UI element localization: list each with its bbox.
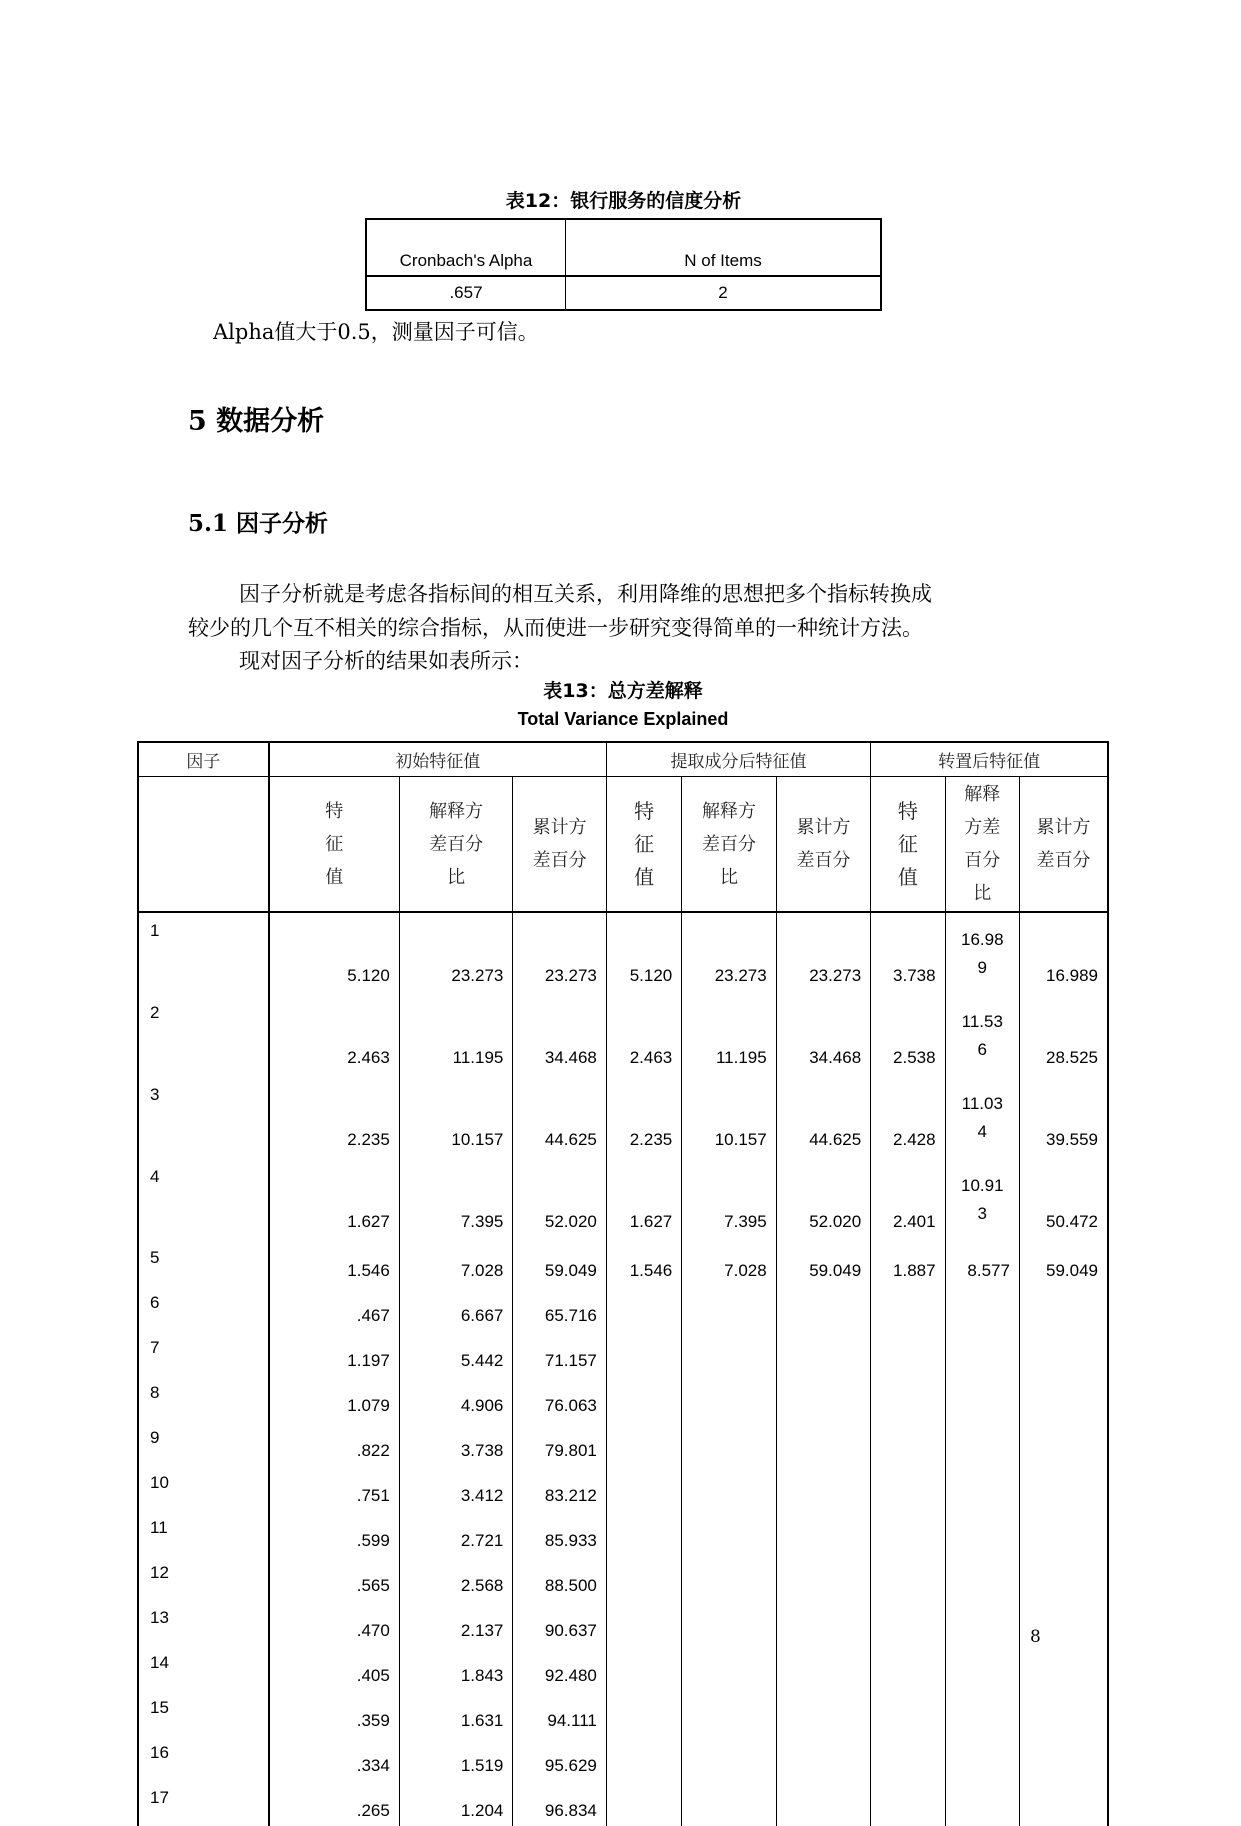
table-cell: 5.442 (399, 1331, 513, 1376)
factor-number: 2 (150, 1003, 160, 1022)
header-n-of-items: N of Items (566, 219, 882, 276)
table-cell: 92.480 (513, 1646, 606, 1691)
table-row (138, 1736, 1108, 1781)
table-cell (682, 1511, 776, 1556)
subheader-variance-pct: 解释方 差百分 比 (399, 777, 513, 913)
header-factor-blank (138, 777, 269, 913)
table-row (138, 1376, 1108, 1421)
table-cell: 10.91 3 (945, 1159, 1019, 1241)
value-n-of-items: 2 (718, 283, 728, 302)
table-cell: 34.468 (513, 995, 606, 1077)
subheader-cumulative-pct: 累计方 差百分 (513, 777, 606, 913)
table-cell (682, 1736, 776, 1781)
table-cell (776, 1556, 871, 1601)
factor-number: 5 (150, 1248, 160, 1267)
table-cell (945, 1331, 1019, 1376)
table-cell: 3.738 (399, 1421, 513, 1466)
reliability-table (365, 218, 882, 311)
table-row (138, 912, 1108, 995)
table-cell: 90.637 (513, 1601, 606, 1646)
table12-caption: 表12：银行服务的信度分析 (505, 190, 742, 212)
table-cell (606, 1781, 681, 1826)
table-cell: 2.568 (399, 1556, 513, 1601)
factor-number: 14 (150, 1653, 169, 1672)
table-cell: 34.468 (776, 995, 871, 1077)
table-cell (945, 1511, 1019, 1556)
table-cell: 2.235 (606, 1077, 681, 1159)
factor-number: 12 (150, 1563, 169, 1582)
table-cell (606, 1286, 681, 1331)
table-cell: 52.020 (513, 1159, 606, 1241)
table13-caption: 表13：总方差解释 (543, 680, 703, 702)
table-cell: 16.989 (1019, 912, 1108, 995)
factor-number: 10 (150, 1473, 169, 1492)
table-cell (871, 1691, 945, 1736)
table-cell (871, 1331, 945, 1376)
table-cell: 10.157 (682, 1077, 776, 1159)
table-cell (682, 1556, 776, 1601)
table-row (138, 1421, 1108, 1466)
table-cell (1019, 1331, 1108, 1376)
table-cell: .599 (269, 1511, 400, 1556)
table-cell (606, 1511, 681, 1556)
table-cell (1019, 1556, 1108, 1601)
paragraph-line-3: 现对因子分析的结果如表所示： (239, 649, 533, 673)
table-cell (871, 1286, 945, 1331)
table-cell (776, 1646, 871, 1691)
table-row (138, 1601, 1108, 1646)
table-cell: .467 (269, 1286, 400, 1331)
table-cell (606, 1376, 681, 1421)
alpha-conclusion: Alpha值大于0.5，测量因子可信。 (213, 320, 539, 344)
factor-number: 9 (150, 1428, 160, 1447)
table-cell (945, 1781, 1019, 1826)
table-cell: 23.273 (776, 912, 871, 995)
table-cell (606, 1466, 681, 1511)
table-cell: 44.625 (513, 1077, 606, 1159)
table13-body (138, 912, 1108, 1826)
table-cell (776, 1421, 871, 1466)
table-cell: 2.428 (871, 1077, 945, 1159)
table-row (138, 1159, 1108, 1241)
table-cell: 59.049 (776, 1241, 871, 1286)
table-cell: 1.197 (269, 1331, 400, 1376)
subheader-cumulative-pct: 累计方 差百分 (1019, 777, 1108, 913)
table-cell: 6.667 (399, 1286, 513, 1331)
table-row (138, 995, 1108, 1077)
table-cell: 2.721 (399, 1511, 513, 1556)
table-cell: 1.843 (399, 1646, 513, 1691)
table-cell: 44.625 (776, 1077, 871, 1159)
table-cell (682, 1601, 776, 1646)
table-cell: 3.738 (871, 912, 945, 995)
table-cell: 59.049 (1019, 1241, 1108, 1286)
table-cell (682, 1466, 776, 1511)
table-cell (945, 1421, 1019, 1466)
table-cell: 11.03 4 (945, 1077, 1019, 1159)
table-cell (945, 1466, 1019, 1511)
table-cell (776, 1376, 871, 1421)
table-cell: 7.395 (399, 1159, 513, 1241)
table-cell (945, 1556, 1019, 1601)
table-cell (606, 1736, 681, 1781)
table-cell (682, 1331, 776, 1376)
table-row (138, 1646, 1108, 1691)
table-cell (776, 1286, 871, 1331)
table-cell: 1.204 (399, 1781, 513, 1826)
table-cell (606, 1421, 681, 1466)
table-cell (1019, 1646, 1108, 1691)
table-row (138, 1691, 1108, 1736)
table-cell (776, 1691, 871, 1736)
table-cell (871, 1376, 945, 1421)
table-cell: 4.906 (399, 1376, 513, 1421)
table-cell: 88.500 (513, 1556, 606, 1601)
table-cell: .405 (269, 1646, 400, 1691)
table-cell: 2.137 (399, 1601, 513, 1646)
table-cell: 23.273 (513, 912, 606, 995)
table-cell: 59.049 (513, 1241, 606, 1286)
factor-number: 17 (150, 1788, 169, 1807)
table-cell (945, 1376, 1019, 1421)
table-cell: 23.273 (399, 912, 513, 995)
header-cronbach-alpha: Cronbach's Alpha (366, 219, 566, 276)
table-cell: 1.546 (606, 1241, 681, 1286)
table-cell (871, 1736, 945, 1781)
table-row (138, 1077, 1108, 1159)
table-cell: 1.627 (269, 1159, 400, 1241)
table-cell (776, 1601, 871, 1646)
factor-number: 6 (150, 1293, 160, 1312)
subheader-eigenvalue: 特 征 值 (606, 777, 681, 913)
table-cell: 7.395 (682, 1159, 776, 1241)
table-cell (1019, 1421, 1108, 1466)
paragraph-line-2: 较少的几个互不相关的综合指标，从而使进一步研究变得简单的一种统计方法。 (188, 616, 923, 640)
table-cell: 2.401 (871, 1159, 945, 1241)
section-heading-5-1: 5.1 因子分析 (188, 510, 329, 537)
factor-number: 15 (150, 1698, 169, 1717)
header-extraction-sums: 提取成分后特征值 (606, 742, 870, 777)
table-cell: .470 (269, 1601, 400, 1646)
table-row (138, 1781, 1108, 1826)
table-cell: 76.063 (513, 1376, 606, 1421)
table-cell (945, 1691, 1019, 1736)
table-cell (776, 1511, 871, 1556)
table-cell: 11.53 6 (945, 995, 1019, 1077)
table-cell: 39.559 (1019, 1077, 1108, 1159)
section-heading-5: 5 数据分析 (188, 406, 325, 437)
subheader-eigenvalue: 特 征 值 (871, 777, 945, 913)
table-cell: 95.629 (513, 1736, 606, 1781)
table-cell: 23.273 (682, 912, 776, 995)
table-cell: 1.546 (269, 1241, 400, 1286)
table-cell: 8.577 (945, 1241, 1019, 1286)
table-cell: .751 (269, 1466, 400, 1511)
table-cell (776, 1331, 871, 1376)
table-cell (871, 1466, 945, 1511)
factor-number: 11 (150, 1518, 168, 1537)
table-cell (871, 1511, 945, 1556)
table-cell (682, 1376, 776, 1421)
header-initial-eigenvalues: 初始特征值 (269, 742, 607, 777)
table-cell: 1.519 (399, 1736, 513, 1781)
table-cell (945, 1646, 1019, 1691)
table-cell: 1.079 (269, 1376, 400, 1421)
table-cell (871, 1556, 945, 1601)
subheader-cumulative-pct: 累计方 差百分 (776, 777, 871, 913)
table-cell: 2.538 (871, 995, 945, 1077)
table-cell: 65.716 (513, 1286, 606, 1331)
table-cell: 79.801 (513, 1421, 606, 1466)
table-cell: 1.627 (606, 1159, 681, 1241)
table-cell (682, 1286, 776, 1331)
table-cell: 7.028 (399, 1241, 513, 1286)
table-cell (776, 1736, 871, 1781)
table-cell (682, 1421, 776, 1466)
table-cell (945, 1286, 1019, 1331)
table-cell: .265 (269, 1781, 400, 1826)
table-cell: 2.463 (606, 995, 681, 1077)
table-cell (606, 1646, 681, 1691)
table-cell (1019, 1691, 1108, 1736)
table-cell (606, 1331, 681, 1376)
table-cell (682, 1691, 776, 1736)
table-cell (1019, 1511, 1108, 1556)
factor-number: 4 (150, 1167, 160, 1186)
table-row (138, 1466, 1108, 1511)
table-cell: 1.887 (871, 1241, 945, 1286)
table-row (138, 1331, 1108, 1376)
subheader-variance-pct: 解释方 差百分 比 (682, 777, 776, 913)
table-cell (871, 1601, 945, 1646)
table-row (138, 1286, 1108, 1331)
total-variance-table (137, 741, 1109, 1826)
table-row (138, 1511, 1108, 1556)
factor-number: 16 (150, 1743, 169, 1762)
table-cell: 83.212 (513, 1466, 606, 1511)
table-cell: 2.463 (269, 995, 400, 1077)
table-cell: 2.235 (269, 1077, 400, 1159)
table-cell: 94.111 (513, 1691, 606, 1736)
subheader-eigenvalue: 特 征 值 (269, 777, 400, 913)
table-cell: 28.525 (1019, 995, 1108, 1077)
table-cell (1019, 1376, 1108, 1421)
header-factor: 因子 (138, 742, 269, 777)
table-cell: .822 (269, 1421, 400, 1466)
table-cell (776, 1781, 871, 1826)
table-cell (682, 1646, 776, 1691)
subheader-variance-pct: 解释 方差 百分 比 (945, 777, 1019, 913)
value-cronbach-alpha: .657 (366, 276, 566, 310)
table-cell (945, 1601, 1019, 1646)
table-row (138, 1556, 1108, 1601)
page-number: 8 (1030, 1627, 1041, 1647)
table-cell: 16.98 9 (945, 912, 1019, 995)
factor-number: 1 (150, 921, 160, 940)
table13-subtitle: Total Variance Explained (517, 709, 729, 729)
table-cell: 96.834 (513, 1781, 606, 1826)
table-cell: 5.120 (606, 912, 681, 995)
table-cell: 7.028 (682, 1241, 776, 1286)
table-cell (945, 1736, 1019, 1781)
table-cell: 3.412 (399, 1466, 513, 1511)
table-cell (1019, 1781, 1108, 1826)
table-cell: .565 (269, 1556, 400, 1601)
table-cell: 11.195 (399, 995, 513, 1077)
factor-number: 8 (150, 1383, 160, 1402)
table-cell (606, 1556, 681, 1601)
table-cell: .359 (269, 1691, 400, 1736)
table-cell (1019, 1736, 1108, 1781)
table-cell (606, 1601, 681, 1646)
factor-number: 7 (150, 1338, 160, 1357)
table-cell: 71.157 (513, 1331, 606, 1376)
table-cell (606, 1691, 681, 1736)
paragraph-line-1: 因子分析就是考虑各指标间的相互关系，利用降维的思想把多个指标转换成 (239, 582, 932, 606)
table-cell (776, 1466, 871, 1511)
table-cell: 1.631 (399, 1691, 513, 1736)
table-row (138, 1241, 1108, 1286)
table-cell (1019, 1466, 1108, 1511)
table-cell (682, 1781, 776, 1826)
table-cell: .334 (269, 1736, 400, 1781)
table-cell: 50.472 (1019, 1159, 1108, 1241)
factor-number: 13 (150, 1608, 169, 1627)
table-cell: 10.157 (399, 1077, 513, 1159)
table-cell: 11.195 (682, 995, 776, 1077)
table-cell (871, 1421, 945, 1466)
table-cell (871, 1646, 945, 1691)
table-cell: 5.120 (269, 912, 400, 995)
factor-number: 3 (150, 1085, 160, 1104)
header-rotation-sums: 转置后特征值 (871, 742, 1108, 777)
table-cell: 85.933 (513, 1511, 606, 1556)
table-cell (1019, 1286, 1108, 1331)
table-cell (871, 1781, 945, 1826)
table-cell: 52.020 (776, 1159, 871, 1241)
